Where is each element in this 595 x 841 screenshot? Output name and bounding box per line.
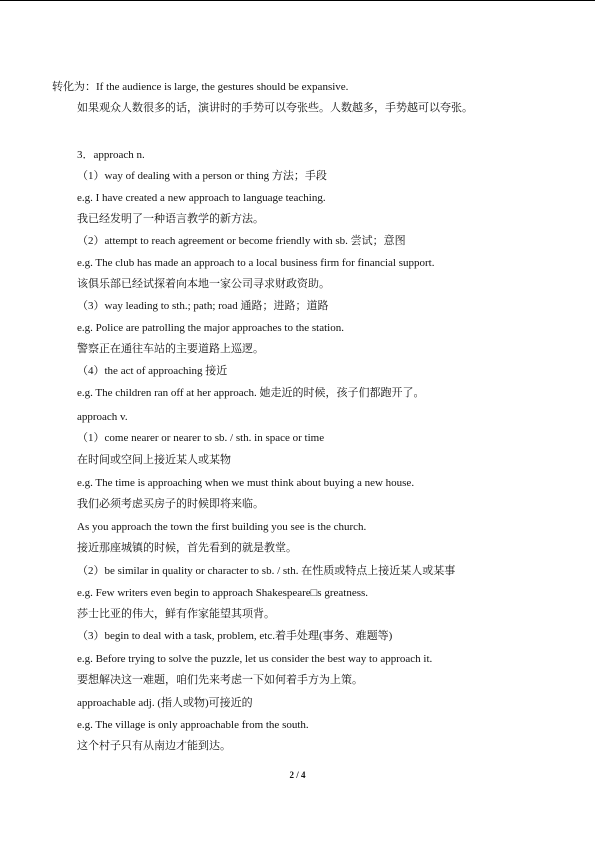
- text-line: 接近那座城镇的时候，首先看到的就是教堂。: [77, 542, 297, 554]
- text-line: 警察正在通往车站的主要道路上巡逻。: [77, 343, 264, 355]
- text-line: （2）attempt to reach agreement or become friendly with sb. 尝试；意图: [77, 235, 406, 247]
- text-line: （1）way of dealing with a person or thing 方法；手段: [77, 170, 327, 182]
- text-line: approachable adj. (指人或物)可接近的: [77, 697, 253, 709]
- text-line: （2）be similar in quality or character to sb. / sth. 在性质或特点上接近某人或某事: [77, 565, 456, 577]
- text-line: （4）the act of approaching 接近: [77, 365, 228, 377]
- text-line: 这个村子只有从南边才能到达。: [77, 740, 231, 752]
- text-line: e.g. The village is only approachable from the south.: [77, 719, 309, 731]
- text-line: e.g. Before trying to solve the puzzle, let us consider the best way to approach it.: [77, 653, 433, 665]
- text-line: 该俱乐部已经试探着向本地一家公司寻求财政资助。: [77, 278, 330, 290]
- text-line: e.g. The time is approaching when we must think about buying a new house.: [77, 477, 415, 489]
- text-line: e.g. The club has made an approach to a local business firm for financial support.: [77, 257, 435, 269]
- text-line: 如果观众人数很多的话，演讲时的手势可以夸张些。人数越多，手势越可以夸张。: [77, 102, 473, 114]
- text-line: （3）begin to deal with a task, problem, etc.着手处理(事务、难题等): [77, 630, 393, 642]
- header-rule: [0, 0, 595, 1]
- text-line: 在时间或空间上接近某人或某物: [77, 454, 231, 466]
- text-line: 我已经发明了一种语言教学的新方法。: [77, 213, 264, 225]
- text-line: （1）come nearer or nearer to sb. / sth. in space or time: [77, 432, 325, 444]
- text-line: e.g. Few writers even begin to approach Shakespeare□s greatness.: [77, 587, 369, 599]
- text-line: As you approach the town the first building you see is the church.: [77, 521, 367, 533]
- text-line: approach v.: [77, 411, 128, 423]
- text-line: e.g. I have created a new approach to language teaching.: [77, 192, 326, 204]
- text-line: e.g. The children ran off at her approach. 她走近的时候，孩子们都跑开了。: [77, 387, 425, 399]
- text-line: 转化为：If the audience is large, the gestures should be expansive.: [52, 81, 349, 93]
- page-number: 2 / 4: [289, 770, 306, 780]
- text-line: e.g. Police are patrolling the major approaches to the station.: [77, 322, 344, 334]
- text-line: （3）way leading to sth.; path; road 通路；进路；道路: [77, 300, 329, 312]
- text-line: 莎士比亚的伟大，鲜有作家能望其项背。: [77, 608, 275, 620]
- text-line: 3．approach n.: [77, 149, 145, 161]
- text-line: 要想解决这一难题，咱们先来考虑一下如何着手方为上策。: [77, 674, 363, 686]
- text-line: 我们必须考虑买房子的时候即将来临。: [77, 498, 264, 510]
